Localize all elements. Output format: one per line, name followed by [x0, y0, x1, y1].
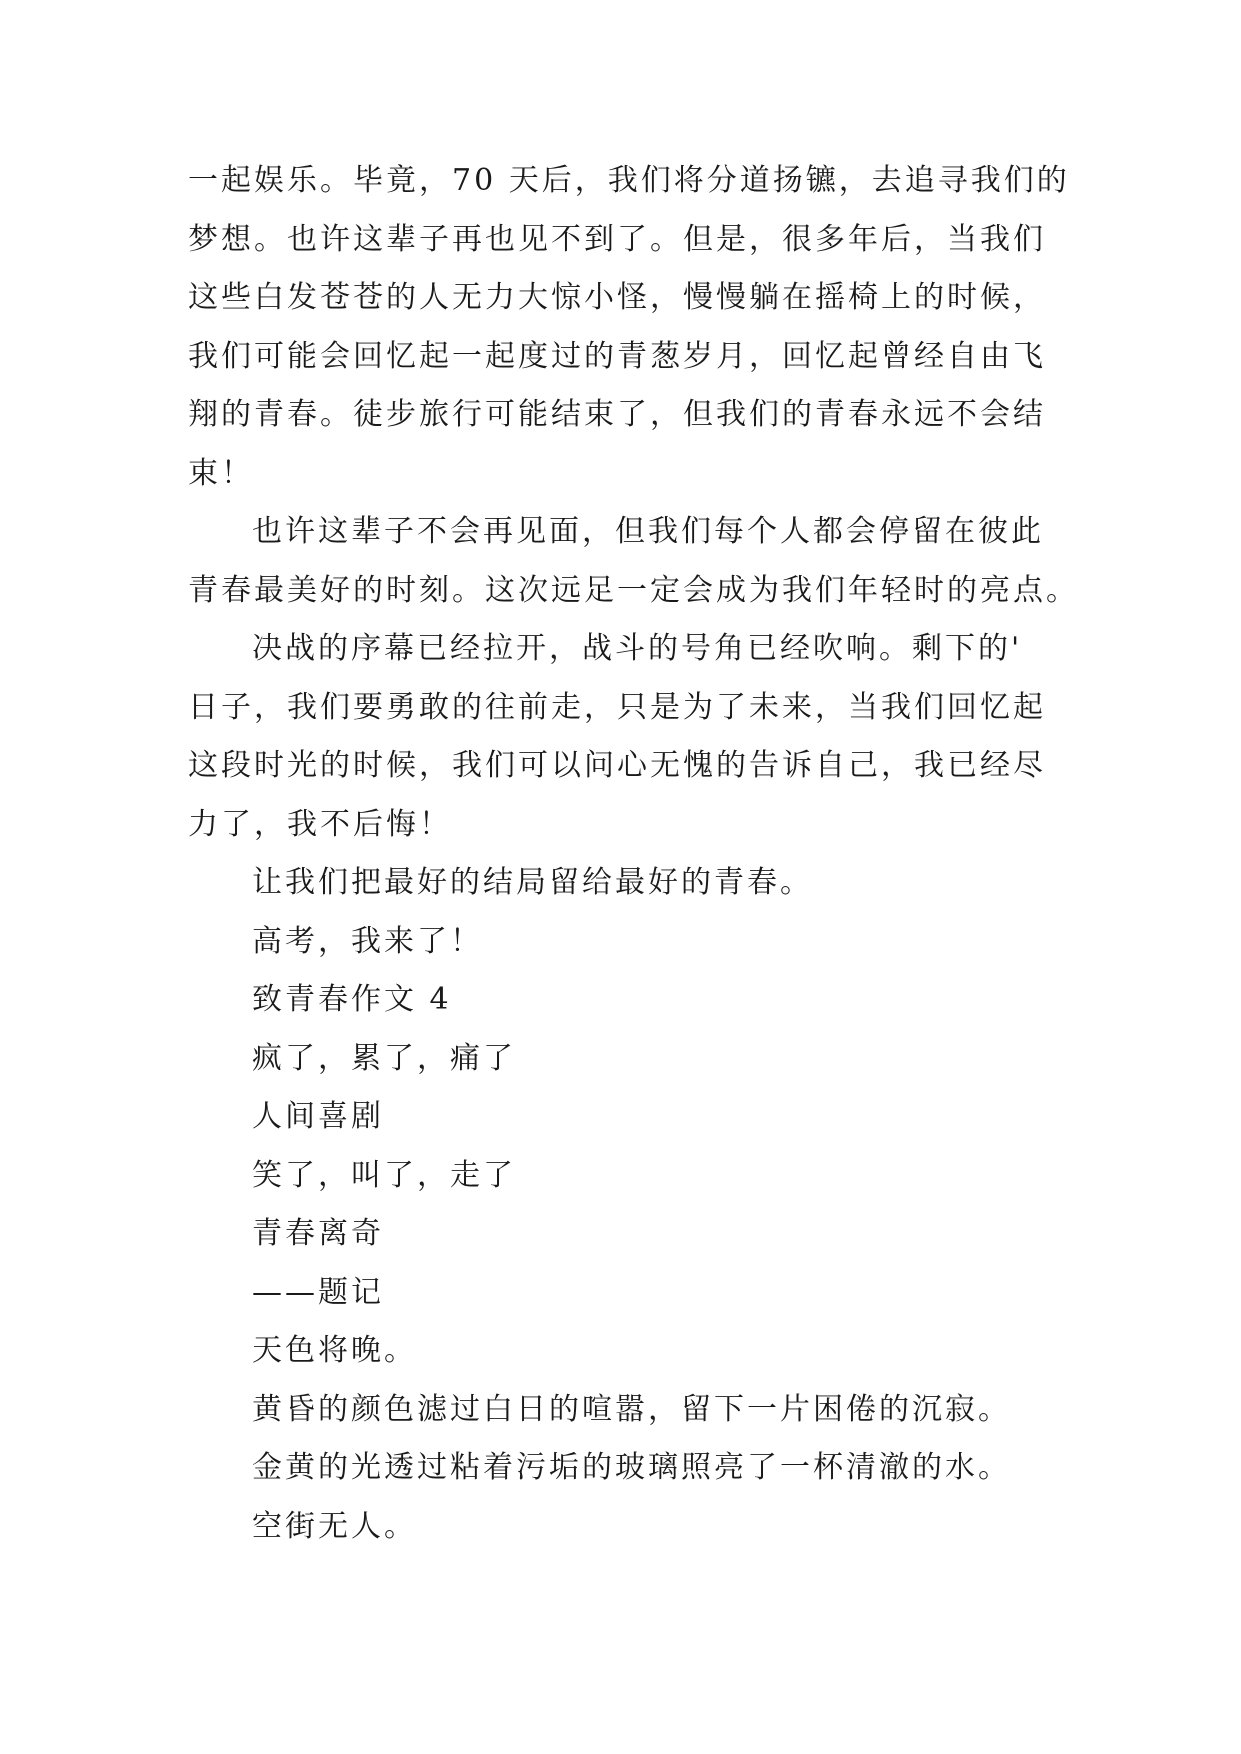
- text-line: 也许这辈子不会再见面，但我们每个人都会停留在彼此: [252, 514, 1044, 549]
- text-line: 日子，我们要勇敢的往前走，只是为了未来，当我们回忆起: [188, 689, 1046, 725]
- text-line: 决战的序幕已经拉开，战斗的号角已经吹响。剩下的': [252, 631, 1023, 666]
- text-line: 我们可能会回忆起一起度过的青葱岁月，回忆起曾经自由飞: [188, 338, 1046, 374]
- text-line: 让我们把最好的结局留给最好的青春。: [252, 865, 813, 900]
- text-line: 疯了，累了，痛了: [252, 1040, 516, 1076]
- text-line: 金黄的光透过粘着污垢的玻璃照亮了一杯清澈的水。: [252, 1450, 1011, 1485]
- text-line: 梦想。也许这辈子再也见不到了。但是，很多年后，当我们: [188, 221, 1046, 257]
- document-body: [188, 152, 1079, 1556]
- text-line: 这些白发苍苍的人无力大惊小怪，慢慢躺在摇椅上的时候，: [188, 280, 1046, 315]
- text-line: 青春离奇: [252, 1216, 384, 1251]
- text-line: 人间喜剧: [252, 1099, 384, 1134]
- text-line: 青春最美好的时刻。这次远足一定会成为我们年轻时的亮点。: [188, 572, 1079, 608]
- text-line: 这段时光的时候，我们可以问心无愧的告诉自己，我已经尽: [188, 748, 1046, 783]
- text-line: 笑了，叫了，走了: [252, 1157, 516, 1193]
- text-line: 高考，我来了！: [252, 923, 483, 959]
- text-line: 束！: [188, 455, 254, 491]
- text-line: 天色将晚。: [252, 1333, 417, 1368]
- text-line: 空街无人。: [252, 1508, 417, 1544]
- text-line: 一起娱乐。毕竟，70 天后，我们将分道扬镳，去追寻我们的: [188, 163, 1070, 198]
- text-line: 翔的青春。徒步旅行可能结束了，但我们的青春永远不会结: [188, 397, 1046, 432]
- text-line: 黄昏的颜色滤过白日的喧嚣，留下一片困倦的沉寂。: [252, 1391, 1011, 1427]
- epigraph-attribution: ——题记: [252, 1274, 384, 1310]
- text-line: 力了，我不后悔！: [188, 806, 452, 842]
- section-heading: 致青春作文 4: [252, 982, 452, 1017]
